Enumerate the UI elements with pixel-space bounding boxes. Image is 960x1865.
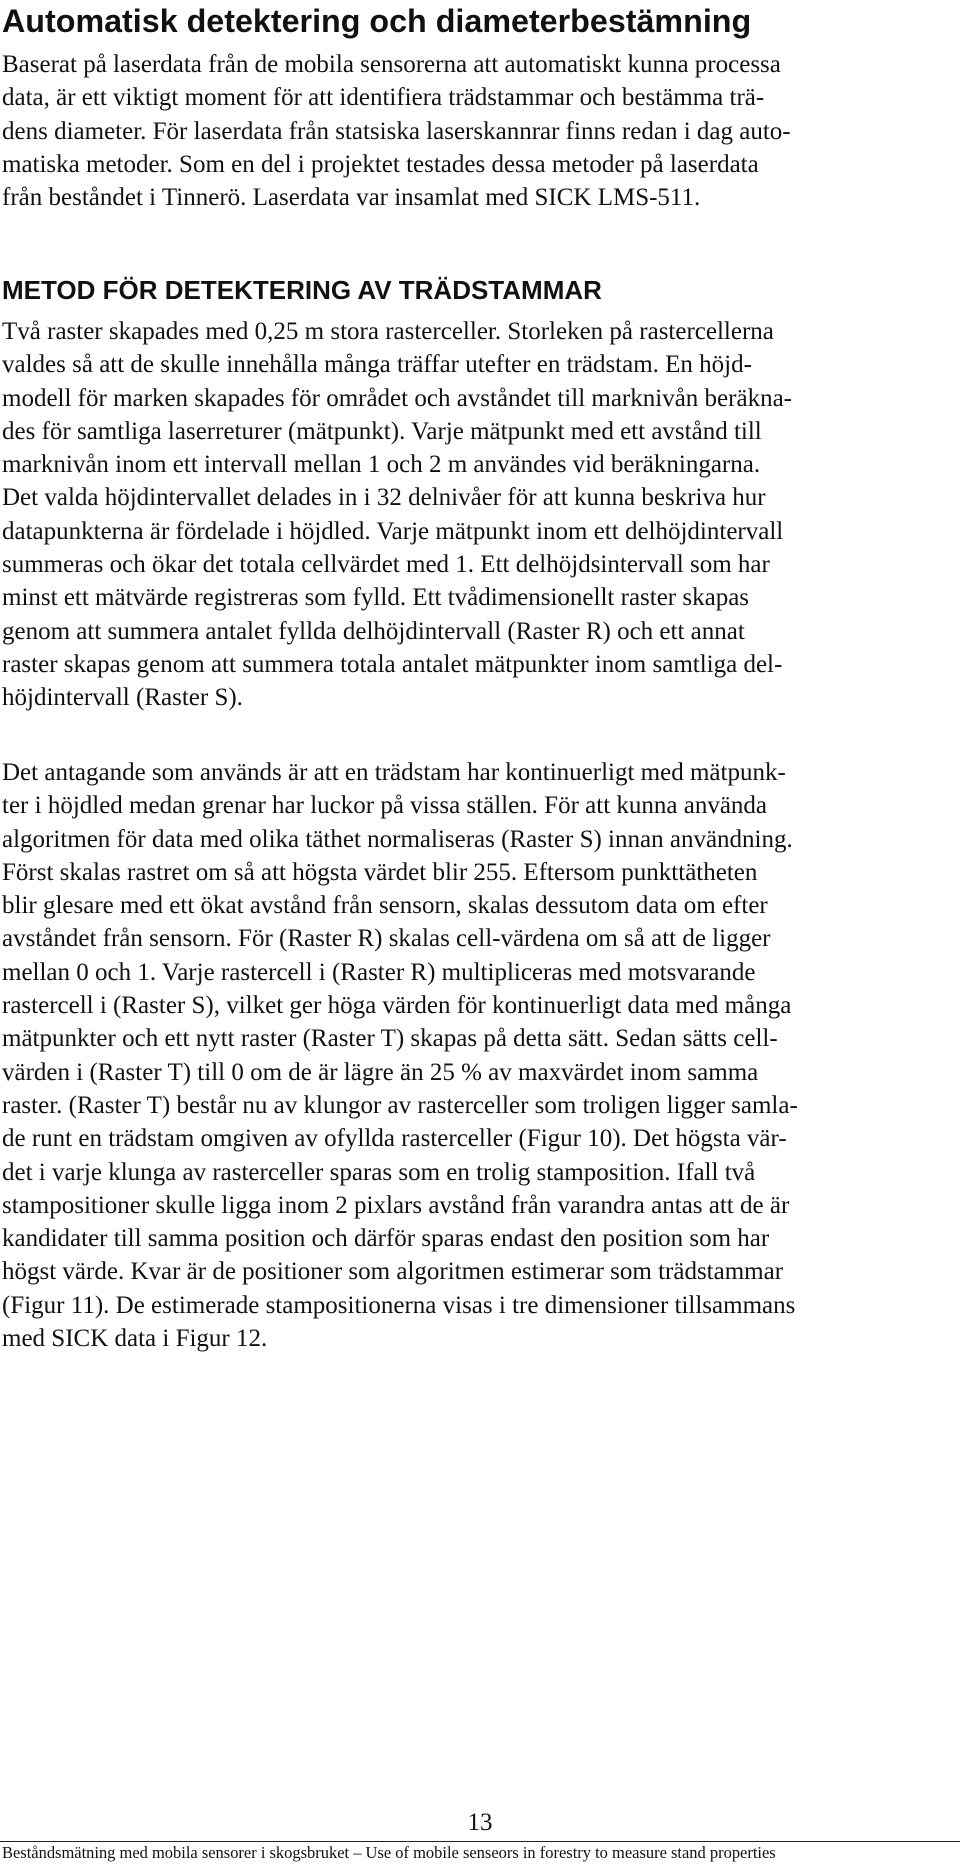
- text-line: Baserat på laserdata från de mobila sensorerna att automatiskt kunna processa: [2, 51, 781, 78]
- text-line: Först skalas rastret om så att högsta värdet blir 255. Eftersom punkttätheten: [2, 858, 758, 886]
- page-number: 13: [467, 1809, 493, 1836]
- text-line: Två raster skapades med 0,25 m stora rasterceller. Storleken på rastercellerna: [2, 318, 774, 345]
- text-line: dens diameter. För laserdata från statsiska laserskannrar finns redan i dag auto-: [2, 117, 791, 145]
- assumption-paragraph: [2, 756, 954, 1355]
- method-paragraph: [2, 315, 954, 715]
- text-line: marknivån inom ett intervall mellan 1 och 2 m användes vid beräkningarna.: [2, 451, 761, 479]
- text-line: raster. (Raster T) består nu av klungor av rasterceller som troligen ligger samla-: [2, 1091, 798, 1119]
- text-line: data, är ett viktigt moment för att identifiera trädstammar och bestämma trä-: [2, 84, 765, 112]
- text-line: höjdintervall (Raster S).: [2, 684, 243, 712]
- text-line: det i varje klunga av rasterceller sparas som en trolig stamposition. Ifall två: [2, 1158, 756, 1186]
- page-title: Automatisk detektering och diameterbestämning: [2, 3, 752, 39]
- text-line: avståndet från sensorn. För (Raster R) skalas cell-värdena om så att de ligger: [2, 925, 771, 953]
- text-line: des för samtliga laserreturer (mätpunkt). Varje mätpunkt med ett avstånd till: [2, 417, 762, 445]
- text-line: blir glesare med ett ökat avstånd från sensorn, skalas dessutom data om efter: [2, 892, 768, 920]
- text-line: värden i (Raster T) till 0 om de är lägre än 25 % av maxvärdet inom samma: [2, 1058, 759, 1086]
- text-line: de runt en trädstam omgiven av ofyllda rasterceller (Figur 10). Det högsta vär-: [2, 1125, 787, 1153]
- text-line: raster skapas genom att summera totala antalet mätpunkter inom samtliga del-: [2, 650, 783, 678]
- section-heading: METOD FÖR DETEKTERING AV TRÄDSTAMMAR: [2, 275, 602, 305]
- text-line: valdes så att de skulle innehålla många träffar utefter en trädstam. En höjd-: [2, 351, 752, 379]
- page-footer: Beståndsmätning med mobila sensorer i skogsbruket – Use of mobile senseors in forestry to measure stand properties: [2, 1843, 776, 1862]
- intro-paragraph: [2, 48, 954, 214]
- text-line: från beståndet i Tinnerö. Laserdata var insamlat med SICK LMS-511.: [2, 184, 701, 212]
- text-line: matiska metoder. Som en del i projektet testades dessa metoder på laserdata: [2, 150, 759, 178]
- text-line: minst ett mätvärde registreras som fylld. Ett tvådimensionellt raster skapas: [2, 584, 750, 612]
- text-line: Det valda höjdintervallet delades in i 32 delnivåer för att kunna beskriva hur: [2, 484, 766, 512]
- text-line: stampositioner skulle ligga inom 2 pixlars avstånd från varandra antas att de är: [2, 1191, 790, 1219]
- text-line: med SICK data i Figur 12.: [2, 1325, 268, 1353]
- text-line: mätpunkter och ett nytt raster (Raster T) skapas på detta sätt. Sedan sätts cell-: [2, 1025, 778, 1053]
- text-line: kandidater till samma position och därför sparas endast den position som har: [2, 1225, 770, 1253]
- text-line: Det antagande som används är att en trädstam har kontinuerligt med mätpunk-: [2, 759, 786, 786]
- text-line: rastercell i (Raster S), vilket ger höga värden för kontinuerligt data med många: [2, 992, 792, 1020]
- text-line: genom att summera antalet fyllda delhöjdintervall (Raster R) och ett annat: [2, 617, 745, 645]
- text-line: mellan 0 och 1. Varje rastercell i (Raster R) multipliceras med motsvarande: [2, 958, 756, 986]
- text-line: modell för marken skapades för området och avståndet till marknivån beräkna-: [2, 384, 792, 412]
- text-line: summeras och ökar det totala cellvärdet med 1. Ett delhöjdsintervall som har: [2, 551, 770, 579]
- text-line: högst värde. Kvar är de positioner som algoritmen estimerar som trädstammar: [2, 1258, 784, 1286]
- text-line: (Figur 11). De estimerade stampositionerna visas i tre dimensioner tillsammans: [2, 1291, 796, 1319]
- text-line: algoritmen för data med olika täthet normaliseras (Raster S) innan användning.: [2, 825, 793, 853]
- text-line: datapunkterna är fördelade i höjdled. Varje mätpunkt inom ett delhöjdintervall: [2, 517, 784, 545]
- text-line: ter i höjdled medan grenar har luckor på vissa ställen. För att kunna använda: [2, 792, 768, 820]
